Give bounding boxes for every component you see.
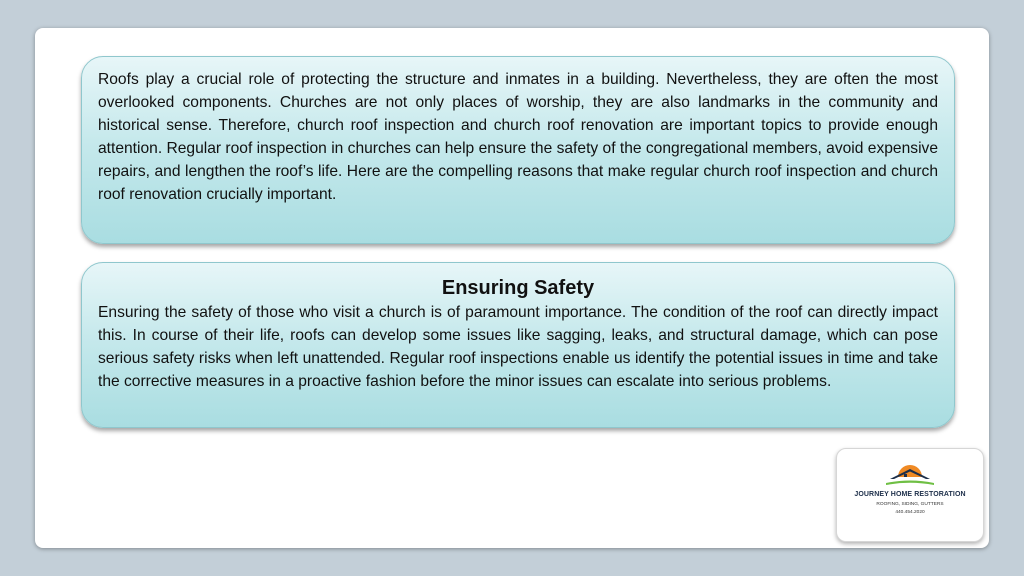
house-sun-logo-icon xyxy=(884,461,936,489)
intro-text-box xyxy=(81,56,955,244)
slide xyxy=(35,28,989,548)
intro-paragraph: Roofs play a crucial role of protecting the structure and inmates in a building. Nevertheless, they are often the most overlooked components. Churches are not only places of worship, they are also landmarks in the community and historical sense. Therefore, church roof inspection and church roof renovation are important topics to provide enough attention. Regular roof inspection in churches can help ensure the safety of the congregational members, avoid expensive repairs, and lengthen the roof’s life. Here are the compelling reasons that make regular church roof inspection and church roof renovation crucially important. xyxy=(98,71,938,203)
company-logo xyxy=(836,448,984,542)
section-paragraph: Ensuring the safety of those who visit a church is of paramount importance. The condition of the roof can directly impact this. In course of their life, roofs can develop some issues like sagging, leaks, and structural damage, which can pose serious safety risks when left unattended. Regular roof inspections enable us identify the potential issues in time and take the corrective measures in a proactive fashion before the minor issues can escalate into serious problems. xyxy=(98,304,938,390)
logo-brand-name: JOURNEY HOME RESTORATION xyxy=(854,491,966,498)
logo-tagline: ROOFING, SIDING, GUTTERS xyxy=(876,502,944,507)
logo-phone: 440.454.2020 xyxy=(895,510,925,515)
safety-text-box xyxy=(81,262,955,428)
section-heading: Ensuring Safety xyxy=(441,277,595,299)
